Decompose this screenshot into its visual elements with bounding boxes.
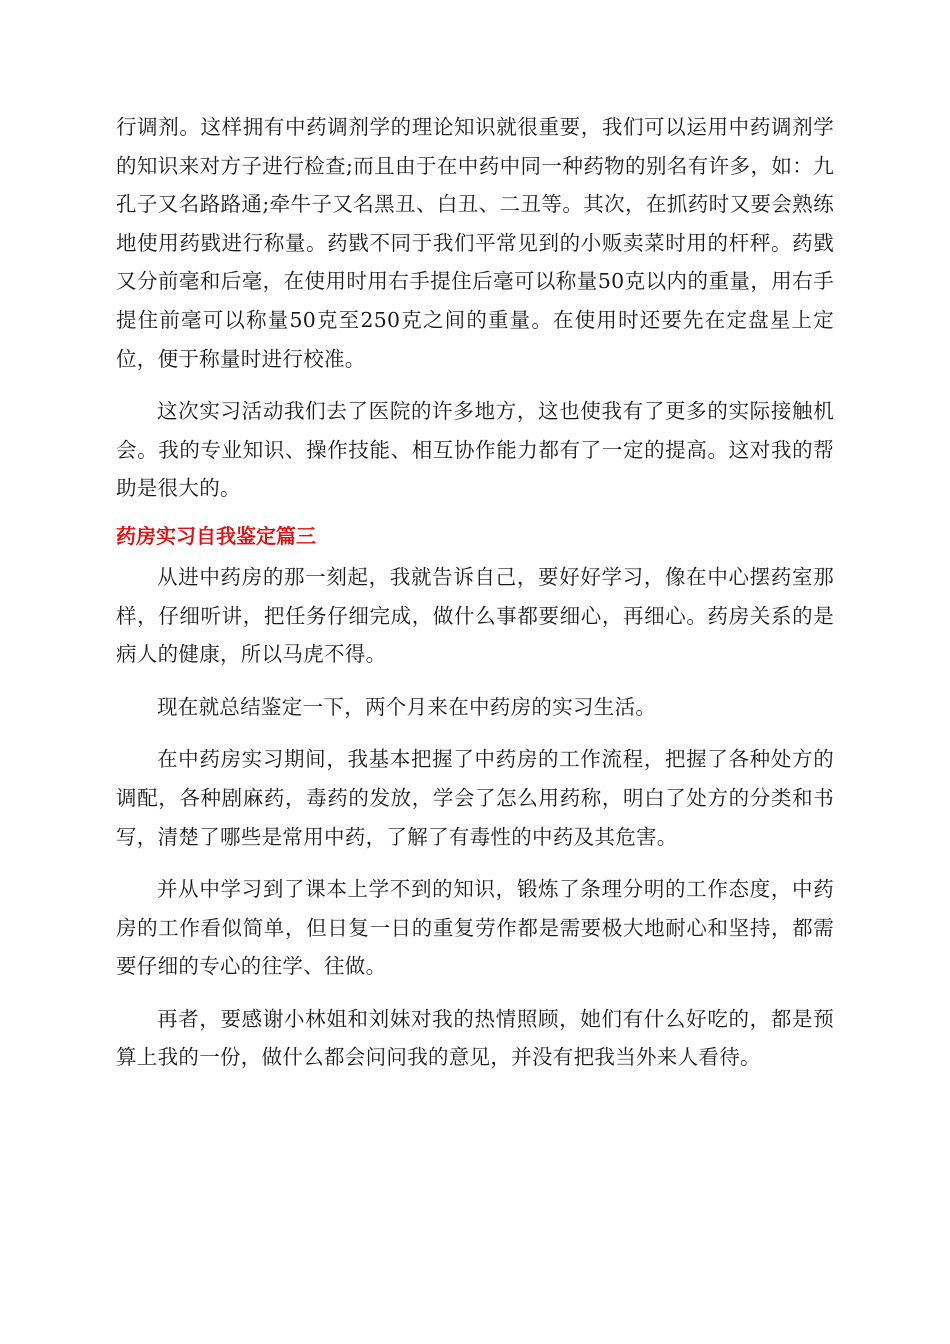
- paragraph-summary-intro: 现在就总结鉴定一下，两个月来在中药房的实习生活。: [157, 694, 657, 719]
- section-heading: 药房实习自我鉴定篇三: [116, 523, 316, 548]
- paragraph-continuation: 行调剂。这样拥有中药调剂学的理论知识就很重要，我们可以运用中药调剂学的知识来对方子进行检查;而且由于在中药中同一种药物的别名有许多，如：九孔子又名路路通;牵牛子又名黑丑、白丑、二丑等。其次，在抓药时又要会熟练地使用药戥进行称量。药戥不同于我们平常见到的小贩卖菜时用的杆秤。药戥又分前毫和后毫，在使用时用右手提住后毫可以称量50克以内的重量，用右手提住前毫可以称量50克至250克之间的重量。在使用时还要先在定盘星上定位，便于称量时进行校准。: [116, 115, 834, 371]
- paragraph-internship-summary: 这次实习活动我们去了医院的许多地方，这也使我有了更多的实际接触机会。我的专业知识、操作技能、相互协作能力都有了一定的提高。这对我的帮助是很大的。: [116, 399, 834, 501]
- paragraph-learning: 并从中学习到了课本上学不到的知识，锻炼了条理分明的工作态度，中药房的工作看似简单，但日复一日的重复劳作都是需要极大地耐心和坚持，都需要仔细的专心的往学、往做。: [116, 877, 834, 979]
- paragraph-start: 从进中药房的那一刻起，我就告诉自己，要好好学习，像在中心摆药室那样，仔细听讲，把任务仔细完成，做什么事都要细心，再细心。药房关系的是病人的健康，所以马虎不得。: [116, 564, 834, 667]
- paragraph-workflow: 在中药房实习期间，我基本把握了中药房的工作流程，把握了各种处方的调配，各种剧麻药，毒药的发放，学会了怎么用药称，明白了处方的分类和书写，清楚了哪些是常用中药，了解了有毒性的中药及其危害。: [116, 747, 834, 849]
- document-page: [116, 108, 834, 1077]
- paragraph-thanks: 再者，要感谢小林姐和刘妹对我的热情照顾，她们有什么好吃的，都是预算上我的一份，做什么都会问问我的意见，并没有把我当外来人看待。: [116, 1006, 834, 1070]
